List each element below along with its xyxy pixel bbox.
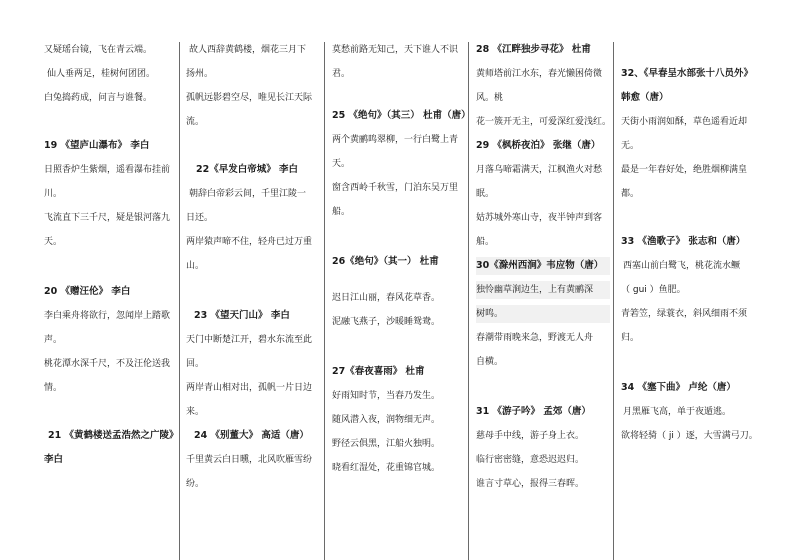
poem-line: 李白乘舟将欲行，忽闻岸上踏歌 bbox=[44, 311, 171, 321]
poem-line: 日照香炉生紫烟，遥看瀑布挂前 bbox=[44, 165, 171, 175]
column-4 bbox=[476, 0, 612, 560]
column-divider-1 bbox=[179, 42, 180, 560]
poem-title: 28 《江畔独步寻花》 杜甫 bbox=[476, 44, 591, 55]
poem-title: 34 《塞下曲》 卢纶（唐） bbox=[621, 382, 736, 393]
poem-line: 回。 bbox=[186, 359, 205, 369]
poem-line: 故人西辞黄鹤楼，烟花三月下 bbox=[189, 45, 307, 55]
poem-line: 桃花潭水深千尺，不及汪伦送我 bbox=[44, 359, 171, 369]
poem-title: 21 《黄鹤楼送孟浩然之广陵》 bbox=[48, 430, 179, 441]
poem-line: 姑苏城外寒山寺，夜半钟声到客 bbox=[476, 213, 603, 223]
poem-line: 临行密密缝，意恐迟迟归。 bbox=[476, 455, 585, 465]
poem-line: 山。 bbox=[186, 261, 205, 271]
poem-line: 泥融飞燕子，沙暖睡鸳鸯。 bbox=[332, 317, 441, 327]
poem-title: 19 《望庐山瀑布》 李白 bbox=[44, 140, 150, 151]
column-divider-4 bbox=[613, 42, 614, 560]
poem-line: 野径云俱黑，江船火独明。 bbox=[332, 439, 441, 449]
poem-line: 天。 bbox=[332, 159, 351, 169]
poem-line: 黄师塔前江水东，春光懒困倚微 bbox=[476, 69, 603, 79]
poem-line: 最是一年春好处，绝胜烟柳满皇 bbox=[621, 165, 748, 175]
poem-line: 春潮带雨晚来急，野渡无人舟 bbox=[476, 333, 594, 343]
poem-line: 风。桃 bbox=[476, 93, 504, 103]
poem-title: 20 《赠汪伦》 李白 bbox=[44, 286, 131, 297]
poem-line: 随风潜入夜，润物细无声。 bbox=[332, 415, 441, 425]
poem-title: 27《春夜喜雨》 杜甫 bbox=[332, 366, 425, 377]
poem-line: 情。 bbox=[44, 383, 63, 393]
poem-line: 天。 bbox=[44, 237, 63, 247]
column-divider-2 bbox=[324, 42, 325, 560]
column-5 bbox=[621, 0, 771, 560]
poem-line: 莫愁前路无知己，天下谁人不识 bbox=[332, 45, 459, 55]
poem-title: 31 《游子吟》 孟郊（唐） bbox=[476, 406, 591, 417]
poem-line: 树鸣。 bbox=[476, 305, 610, 323]
poem-line: 青箬笠，绿蓑衣，斜风细雨不须 bbox=[621, 309, 748, 319]
poem-line: 都。 bbox=[621, 189, 640, 199]
poem-line: 纷。 bbox=[186, 479, 205, 489]
poem-line: 川。 bbox=[44, 189, 63, 199]
poem-title: 32、《早春呈水部张十八员外》 bbox=[621, 68, 753, 79]
poem-line: 又疑瑶台镜，飞在青云端。 bbox=[44, 45, 153, 55]
poem-line: 无。 bbox=[621, 141, 640, 151]
poem-title: 22《早发白帝城》 李白 bbox=[196, 164, 299, 175]
poem-line: 眠。 bbox=[476, 189, 495, 199]
poem-line: 迟日江山丽，春风花草香。 bbox=[332, 293, 441, 303]
poem-title: 29 《枫桥夜泊》 张继（唐） bbox=[476, 140, 601, 151]
poem-line: 花一簇开无主，可爱深红爱浅红。 bbox=[476, 117, 612, 127]
poem-line: 船。 bbox=[332, 207, 351, 217]
poem-title: 23 《望天门山》 李白 bbox=[194, 310, 290, 321]
poem-line: 飞流直下三千尺，疑是银河落九 bbox=[44, 213, 171, 223]
poem-line: 扬州。 bbox=[186, 69, 214, 79]
column-2 bbox=[186, 0, 322, 560]
poem-line: 孤帆远影碧空尽，唯见长江天际 bbox=[186, 93, 313, 103]
poem-title: 25 《绝句》（其三） 杜甫（唐） bbox=[332, 110, 471, 121]
poem-title: 24 《别董大》 高适（唐） bbox=[194, 430, 309, 441]
poem-line: 两岸猿声啼不住，轻舟已过万重 bbox=[186, 237, 313, 247]
poem-line: 仙人垂两足，桂树何团团。 bbox=[47, 69, 156, 79]
poem-line: 谁言寸草心，报得三春晖。 bbox=[476, 479, 585, 489]
poem-title: 韩愈（唐） bbox=[621, 92, 669, 103]
poem-line: （ gui ）鱼肥。 bbox=[621, 285, 686, 295]
poem-line: 晓看红湿处，花重锦官城。 bbox=[332, 463, 441, 473]
poem-line: 朝辞白帝彩云间，千里江陵一 bbox=[189, 189, 307, 199]
poem-line: 两岸青山相对出，孤帆一片日边 bbox=[186, 383, 313, 393]
poem-line: 自横。 bbox=[476, 357, 504, 367]
poem-line: 来。 bbox=[186, 407, 205, 417]
poem-line: 日还。 bbox=[186, 213, 214, 223]
poem-line: 两个黄鹂鸣翠柳，一行白鹭上青 bbox=[332, 135, 459, 145]
column-3 bbox=[332, 0, 471, 560]
poem-line: 好雨知时节，当春乃发生。 bbox=[332, 391, 441, 401]
poem-line: 声。 bbox=[44, 335, 63, 345]
poem-line: 流。 bbox=[186, 117, 205, 127]
poem-line: 归。 bbox=[621, 333, 640, 343]
poem-line: 君。 bbox=[332, 69, 351, 79]
poem-line: 窗含西岭千秋雪，门泊东吴万里 bbox=[332, 183, 459, 193]
poem-line: 月落乌啼霜满天，江枫渔火对愁 bbox=[476, 165, 603, 175]
poem-line: 千里黄云白日曛，北风吹雁雪纷 bbox=[186, 455, 313, 465]
poem-line: 欲将轻骑（ ji ）逐，大雪满弓刀。 bbox=[621, 431, 758, 441]
poem-line: 独怜幽草涧边生，上有黄鹂深 bbox=[476, 281, 610, 299]
poem-title: 30《滁州西涧》韦应物（唐） bbox=[476, 257, 610, 275]
poem-line: 船。 bbox=[476, 237, 495, 247]
column-1 bbox=[44, 0, 178, 560]
poem-line: 慈母手中线，游子身上衣。 bbox=[476, 431, 585, 441]
poem-line: 天街小雨润如酥，草色遥看近却 bbox=[621, 117, 748, 127]
poem-line: 月黑雁飞高，单于夜遁逃。 bbox=[623, 407, 732, 417]
poem-title: 李白 bbox=[44, 454, 64, 465]
poem-title: 33 《渔歌子》 张志和（唐） bbox=[621, 236, 746, 247]
poem-title: 26《绝句》（其一） 杜甫 bbox=[332, 256, 439, 267]
poem-line: 西塞山前白鹭飞，桃花流水鳜 bbox=[623, 261, 741, 271]
poem-line: 白兔捣药成，问言与谁餐。 bbox=[44, 93, 153, 103]
poem-line: 天门中断楚江开，碧水东流至此 bbox=[186, 335, 313, 345]
